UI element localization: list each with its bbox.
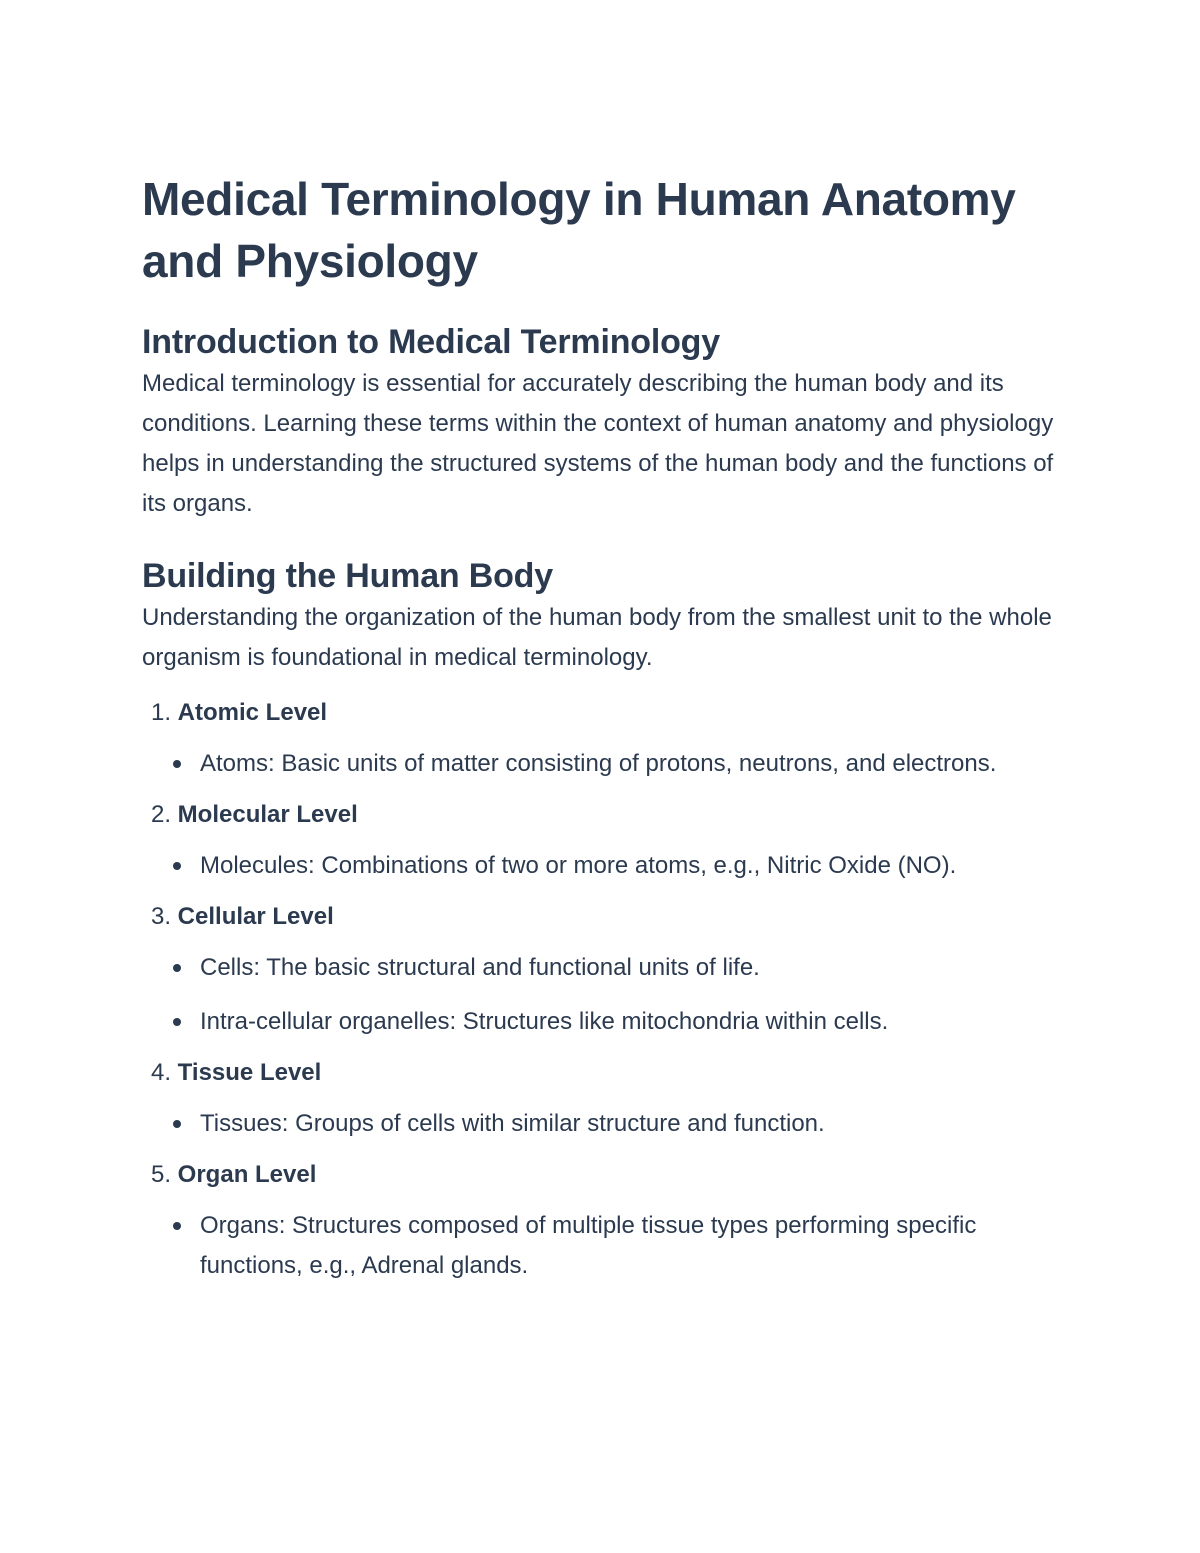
list-item (142, 1206, 1072, 1286)
level-number: 2. (150, 801, 171, 828)
list-item (142, 1002, 1072, 1042)
level-number: 3. (150, 903, 171, 930)
level-bullet-list (142, 1104, 1072, 1144)
introduction-paragraph: Medical terminology is essential for accurately describing the human body and its conditions. Learning these terms within the context of human anatomy and physiology helps in understanding the structured systems of the human body and the functions of its organs. (142, 370, 1054, 517)
level-bullet-list (142, 948, 1072, 1042)
bullet-icon (173, 1018, 181, 1026)
document-page (142, 168, 1072, 1300)
list-item-text: Organs: Structures composed of multiple tissue types performing specific functions, e.g., Adrenal glands. (200, 1212, 977, 1279)
list-item-text: Cells: The basic structural and functional units of life. (200, 954, 760, 981)
section-heading-building: Building the Human Body (142, 557, 553, 595)
bullet-icon (173, 964, 181, 972)
level-title: Cellular Level (177, 903, 334, 930)
level-item-cellular (142, 900, 1072, 1042)
level-number: 4. (150, 1059, 171, 1086)
bullet-icon (173, 1222, 181, 1230)
organization-levels-list (142, 696, 1072, 1286)
list-item-text: Intra-cellular organelles: Structures like mitochondria within cells. (200, 1008, 889, 1035)
list-item-text: Molecules: Combinations of two or more atoms, e.g., Nitric Oxide (NO). (200, 852, 957, 879)
building-paragraph: Understanding the organization of the human body from the smallest unit to the whole organism is foundational in medical terminology. (142, 604, 1052, 671)
bullet-icon (173, 862, 181, 870)
level-title: Atomic Level (177, 699, 328, 726)
bullet-icon (173, 1120, 181, 1128)
list-item (142, 846, 1072, 886)
level-title: Molecular Level (177, 801, 358, 828)
level-bullet-list (142, 846, 1072, 886)
level-bullet-list (142, 744, 1072, 784)
list-item (142, 948, 1072, 988)
level-item-atomic (142, 696, 1072, 784)
section-heading-introduction: Introduction to Medical Terminology (142, 323, 720, 361)
level-title: Tissue Level (177, 1059, 322, 1086)
level-item-organ (142, 1158, 1072, 1286)
list-item-text: Atoms: Basic units of matter consisting of protons, neutrons, and electrons. (200, 750, 997, 777)
level-number: 5. (150, 1161, 171, 1188)
level-item-tissue (142, 1056, 1072, 1144)
document-title: Medical Terminology in Human Anatomy and Physiology (142, 173, 1016, 287)
level-number: 1. (150, 699, 171, 726)
list-item (142, 1104, 1072, 1144)
list-item (142, 744, 1072, 784)
list-item-text: Tissues: Groups of cells with similar structure and function. (200, 1110, 825, 1137)
level-title: Organ Level (177, 1161, 317, 1188)
level-bullet-list (142, 1206, 1072, 1286)
bullet-icon (173, 760, 181, 768)
level-item-molecular (142, 798, 1072, 886)
